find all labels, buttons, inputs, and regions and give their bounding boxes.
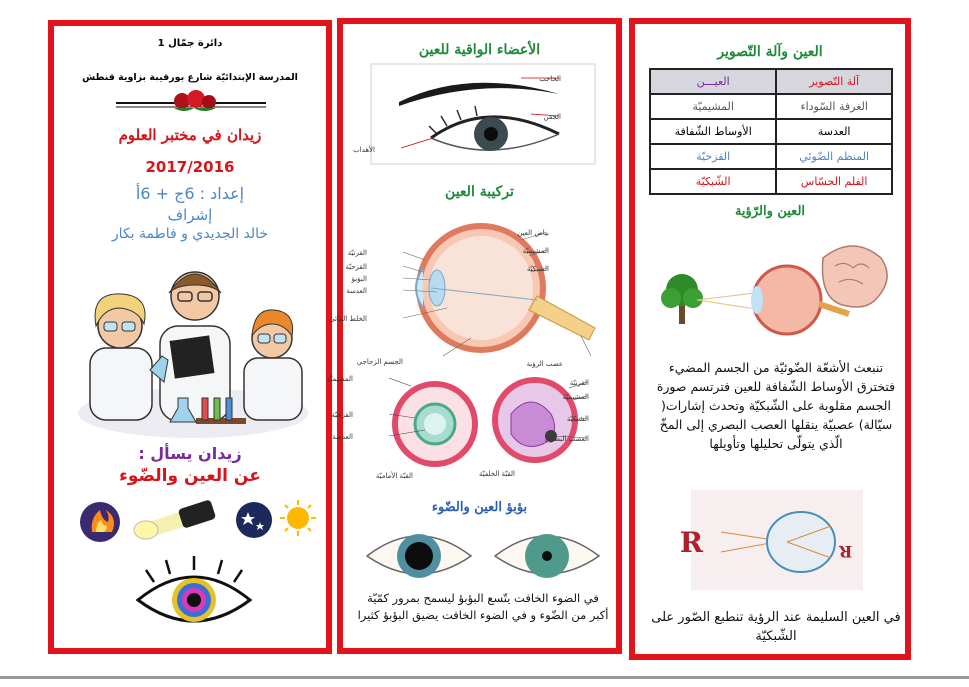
flashlight-icon — [134, 499, 216, 540]
pupil-light-text: في الضوء الخافت يتّسع البؤبؤ ليسمح بمرور كمّيّة أكبر من الضّوء و في الضوء الخافت يضيق البؤبؤ كثيرا — [357, 591, 609, 622]
pupil-light-title: بؤبؤ العين والضّوء — [431, 500, 528, 515]
table-header-eye: العيـــن — [650, 69, 776, 94]
label-back-cornea: القرنيّة — [569, 379, 589, 387]
label-front-choroid: المشيميّة — [326, 375, 353, 383]
object-letter: R — [679, 526, 703, 559]
table-cell-eye: الشّبكيّة — [650, 169, 776, 194]
label-choroid: المشيميّة — [522, 247, 549, 255]
sun-icon — [280, 500, 316, 536]
eye-vision-panel — [629, 18, 911, 660]
question-line-1: زيدان يسأل : — [138, 444, 242, 463]
cover-panel — [48, 20, 332, 654]
table-row — [650, 94, 892, 119]
booklet-title: زيدان في مختبر العلوم — [118, 126, 262, 144]
back-hemisphere — [479, 379, 589, 478]
brain-icon — [823, 246, 888, 307]
label-sclera: بياض العين — [517, 229, 549, 237]
tree-icon — [661, 274, 703, 324]
school-year: 2017/2016 — [145, 158, 235, 176]
vision-pathway-diagram — [653, 230, 893, 350]
table-row — [650, 119, 892, 144]
eye-cross-section-diagram — [329, 210, 617, 370]
supervisors-names: خالد الجديدي و فاطمة بكار — [111, 226, 269, 242]
table-cell-eye: الأوساط الشّفافة — [650, 119, 776, 144]
roses-divider — [116, 90, 266, 112]
page-bottom-line — [0, 676, 969, 679]
label-cornea: القرنيّة — [347, 249, 367, 257]
stars-icon — [236, 502, 272, 538]
table-cell-eye: المشيميّة — [650, 94, 776, 119]
label-lens: العدسة — [346, 287, 367, 295]
campfire-icon — [80, 502, 120, 542]
label-eyelid: الجفن — [543, 113, 561, 121]
table-cell-camera: الغرفة السّوداء — [776, 94, 892, 119]
table-row — [650, 144, 892, 169]
prepared-by: إعداد : 6ج + 6أ — [135, 184, 245, 203]
vision-explanation-text: تنبعث الأشعّة الضّوئيّة من الجسم المضيء فتخترق الأوساط الشّفافة للعين فترتسم صورة الجسم مقلوبة على الشّبكيّة وتحدث إشارات( سيّالة) عصبيّة ينقلها العصب البصري إلى المخّ الّذي يتولّى تحليلها وتأويلها — [656, 360, 896, 451]
protective-organs-title: الأعضاء الواقية للعين — [418, 42, 541, 58]
eye-protective-diagram — [353, 64, 595, 164]
label-back-choroid: المشيميّة — [562, 393, 589, 401]
label-back-optic-nerve: العصب البصري — [544, 435, 589, 443]
back-hemisphere-caption: القبّة الخلفيّة — [478, 470, 515, 478]
label-retina: الشبكيّة — [526, 265, 549, 273]
table-cell-camera: العدسة — [776, 119, 892, 144]
front-hemisphere — [327, 375, 475, 480]
question-line-2: عن العين والضّوء — [119, 466, 261, 486]
constricted-pupil-eye — [495, 534, 599, 578]
dilated-pupil-eye — [367, 534, 471, 578]
eye-camera-title: العين وآلة التّصوير — [717, 44, 823, 60]
label-eyelashes: الأهداب — [353, 146, 375, 154]
label-aqueous-humor: الخلط المائي — [329, 315, 367, 323]
label-optic-nerve: عصب الرؤية — [526, 360, 563, 368]
label-front-iris: القزحيّة — [331, 411, 353, 419]
label-front-lens: العدسة — [332, 433, 353, 441]
table-row — [650, 169, 892, 194]
table-header-camera: آلة التّصوير — [776, 69, 892, 94]
image-formation-diagram — [679, 490, 863, 590]
table-cell-camera: المنظم الضّوئي — [776, 144, 892, 169]
pupil-eyes-diagram — [363, 522, 603, 586]
light-sources-row — [76, 496, 316, 546]
eye-camera-table — [649, 68, 893, 195]
eye-anatomy-panel — [326, 18, 622, 654]
label-vitreous-body: الجسم الزجاجي — [356, 358, 403, 366]
eye-logo — [134, 556, 254, 636]
image-letter: R — [839, 542, 853, 561]
label-eyebrow: الحاجب — [539, 75, 561, 83]
label-pupil: البؤبؤ — [351, 275, 367, 283]
label-back-retina: الشبكيّة — [566, 415, 589, 423]
eye-vision-title: العين والرّؤية — [734, 204, 806, 219]
table-cell-camera: الفلم الحسّاس — [776, 169, 892, 194]
supervision-label: إشراف — [167, 206, 213, 224]
district-header: دائرة جمّال 1 — [157, 38, 223, 49]
eye-camera-table-wrap — [649, 68, 893, 195]
eye-hemispheres-diagram — [326, 374, 617, 484]
table-cell-eye: القزحيّة — [650, 144, 776, 169]
table-header-row — [650, 69, 892, 94]
front-hemisphere-caption: القبّة الأماميّة — [375, 472, 413, 480]
label-iris: القزحيّة — [345, 263, 367, 271]
eye-structure-title: تركيبة العين — [445, 184, 514, 200]
final-vision-text: في العين السليمة عند الرؤية تنطبع الصّور على الشّبكيّة — [651, 610, 901, 644]
school-name: المدرسة الإبتدائيّة شارع بورقيبة بزاوية قنطش — [82, 72, 298, 83]
scientists-illustration — [68, 248, 318, 438]
